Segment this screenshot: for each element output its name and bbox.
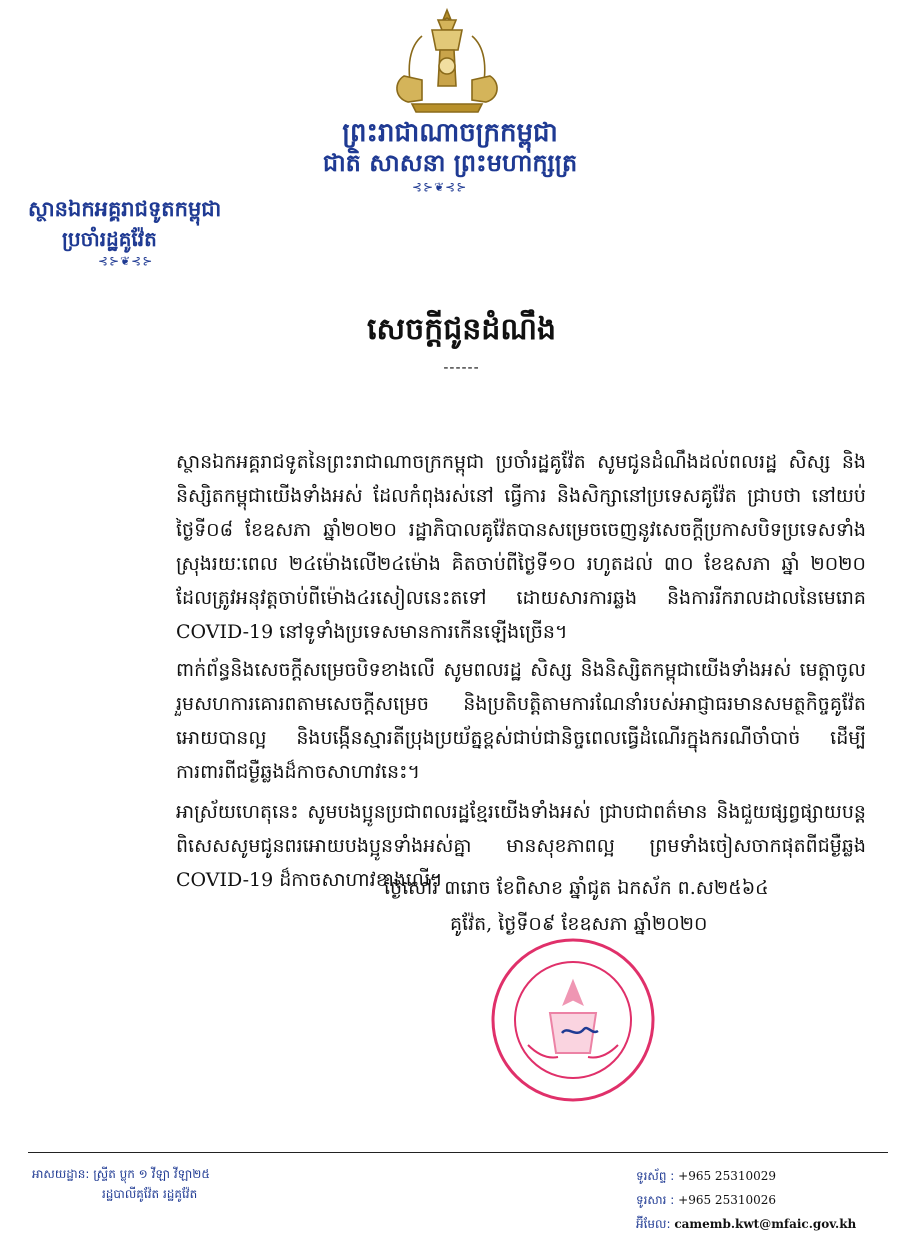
footer-divider xyxy=(28,1152,888,1153)
address-label: អាសយដ្ឋាន: xyxy=(32,1167,90,1181)
phone-row xyxy=(636,1164,856,1188)
lunar-date: ថ្ងៃសៅរ៍ ៣រោច ខែពិសាខ ឆ្នាំជូត ឯកស័ក ព.ស២៥៦៤ xyxy=(384,877,769,899)
document-title: សេចក្តីជូនដំណឹង xyxy=(367,312,556,347)
fax-number: +965 25310026 xyxy=(678,1193,777,1207)
footer-contacts xyxy=(636,1164,856,1236)
footer-address xyxy=(32,1164,210,1204)
email-row xyxy=(636,1212,856,1236)
ornament-divider: ⊰⊱❦⊰⊱ xyxy=(412,180,468,194)
kingdom-name: ព្រះរាជាណាចក្រកម្ពុជា xyxy=(342,118,558,148)
place-and-date: គូវ៉ែត, ថ្ងៃទី០៩ ខែឧសភា ឆ្នាំ២០២០ xyxy=(450,913,708,935)
paragraph-1: ស្ថានឯកអគ្គរាជទូតនៃព្រះរាជាណាចក្រកម្ពុជា ប្រចាំរដ្ឋគូវ៉ែត សូមជូនដំណឹងដល់ពលរដ្ឋ សិស្ស និងនិស្សិតកម្ពុជាយើងទាំងអស់ ដែលកំពុងរស់នៅ ធ្វើការ និងសិក្សានៅប្រទេសគូវ៉ែត ជ្រាបថា នៅយប់ថ្ងៃទី០៨ ខែឧសភា ឆ្នាំ២០២០ រដ្ឋាភិបាលគូវ៉ែតបានសម្រេចចេញនូវសេចក្តីប្រកាសបិទប្រទេសទាំងស្រុងរយៈពេល ២៤ម៉ោងលើ២៤ម៉ោង គិតចាប់ពីថ្ងៃទី១០ រហូតដល់ ៣០ ខែឧសភា ឆ្នាំ ២០២០ ដែលត្រូវអនុវត្តចាប់ពីម៉ោង៤រសៀលនេះតទៅ ដោយសារការឆ្លង និងការរីករាលដាលនៃមេរោគ COVID-19 នៅទូទាំងប្រទេសមានការកើនឡើងច្រើន។ xyxy=(176,451,866,643)
phone-number: +965 25310029 xyxy=(678,1169,777,1183)
national-motto: ជាតិ សាសនា ព្រះមហាក្សត្រ xyxy=(322,148,578,177)
official-seal-icon xyxy=(488,935,658,1105)
paragraph-2: ពាក់ព័ន្ធនិងសេចក្តីសម្រេចបិទខាងលើ សូមពលរដ្ឋ សិស្ស និងនិស្សិតកម្ពុជាយើងទាំងអស់ មេត្តាចូលរួមសហការគោរពតាមសេចក្តីសម្រេច និងប្រតិបត្តិតាមការណែនាំរបស់អាជ្ញាធរមានសមត្ថកិច្ចគូវ៉ែត អោយបានល្អ និងបង្កើនស្មារតីប្រុងប្រយ័ត្នខ្ពស់ជាប់ជានិច្ចពេលធ្វើដំណើរក្នុងករណីចាំបាច់ ដើម្បីការពារពីជម្ងឺឆ្លងដ៏កាចសាហាវនេះ។ xyxy=(176,659,866,783)
fax-row xyxy=(636,1188,856,1212)
royal-coat-of-arms-icon xyxy=(388,6,506,116)
embassy-name: ស្ថានឯកអគ្គរាជទូតកម្ពុជា xyxy=(28,196,222,221)
phone-label: ទូរស័ព្ទ : xyxy=(636,1169,675,1183)
email-address: camemb.kwt@mfaic.gov.kh xyxy=(674,1217,857,1231)
fax-label: ទូរសារ : xyxy=(636,1193,675,1207)
email-label: អ៊ីមែល: xyxy=(636,1217,671,1231)
address-line-2: រដ្ឋបាលីគូវ៉ែត រដ្ឋគូវ៉ែត xyxy=(102,1187,198,1201)
ornament-divider-left: ⊰⊱❦⊰⊱ xyxy=(98,254,154,268)
title-underline: ------ xyxy=(443,360,480,376)
address-line-1: ស្ទ្រីត ប្លុក ១ វីឡា វីឡា២៥ xyxy=(93,1167,210,1181)
embassy-location: ប្រចាំរដ្ឋគូវ៉ែត xyxy=(62,227,157,251)
paragraph-3: អាស្រ័យហេតុនេះ សូមបងប្អូនប្រជាពលរដ្ឋខ្មែរយើងទាំងអស់ ជ្រាបជាពត៌មាន និងជួយផ្សព្វផ្សាយបន្ត ពិសេសសូមជូនពរអោយបងប្អូនទាំងអស់គ្នា មានសុខភាពល្អ ព្រមទាំងចៀសចាកផុតពីជម្ងឺឆ្លង COVID-19 ដ៏កាចសាហាវខាងលើ។ xyxy=(176,801,866,891)
